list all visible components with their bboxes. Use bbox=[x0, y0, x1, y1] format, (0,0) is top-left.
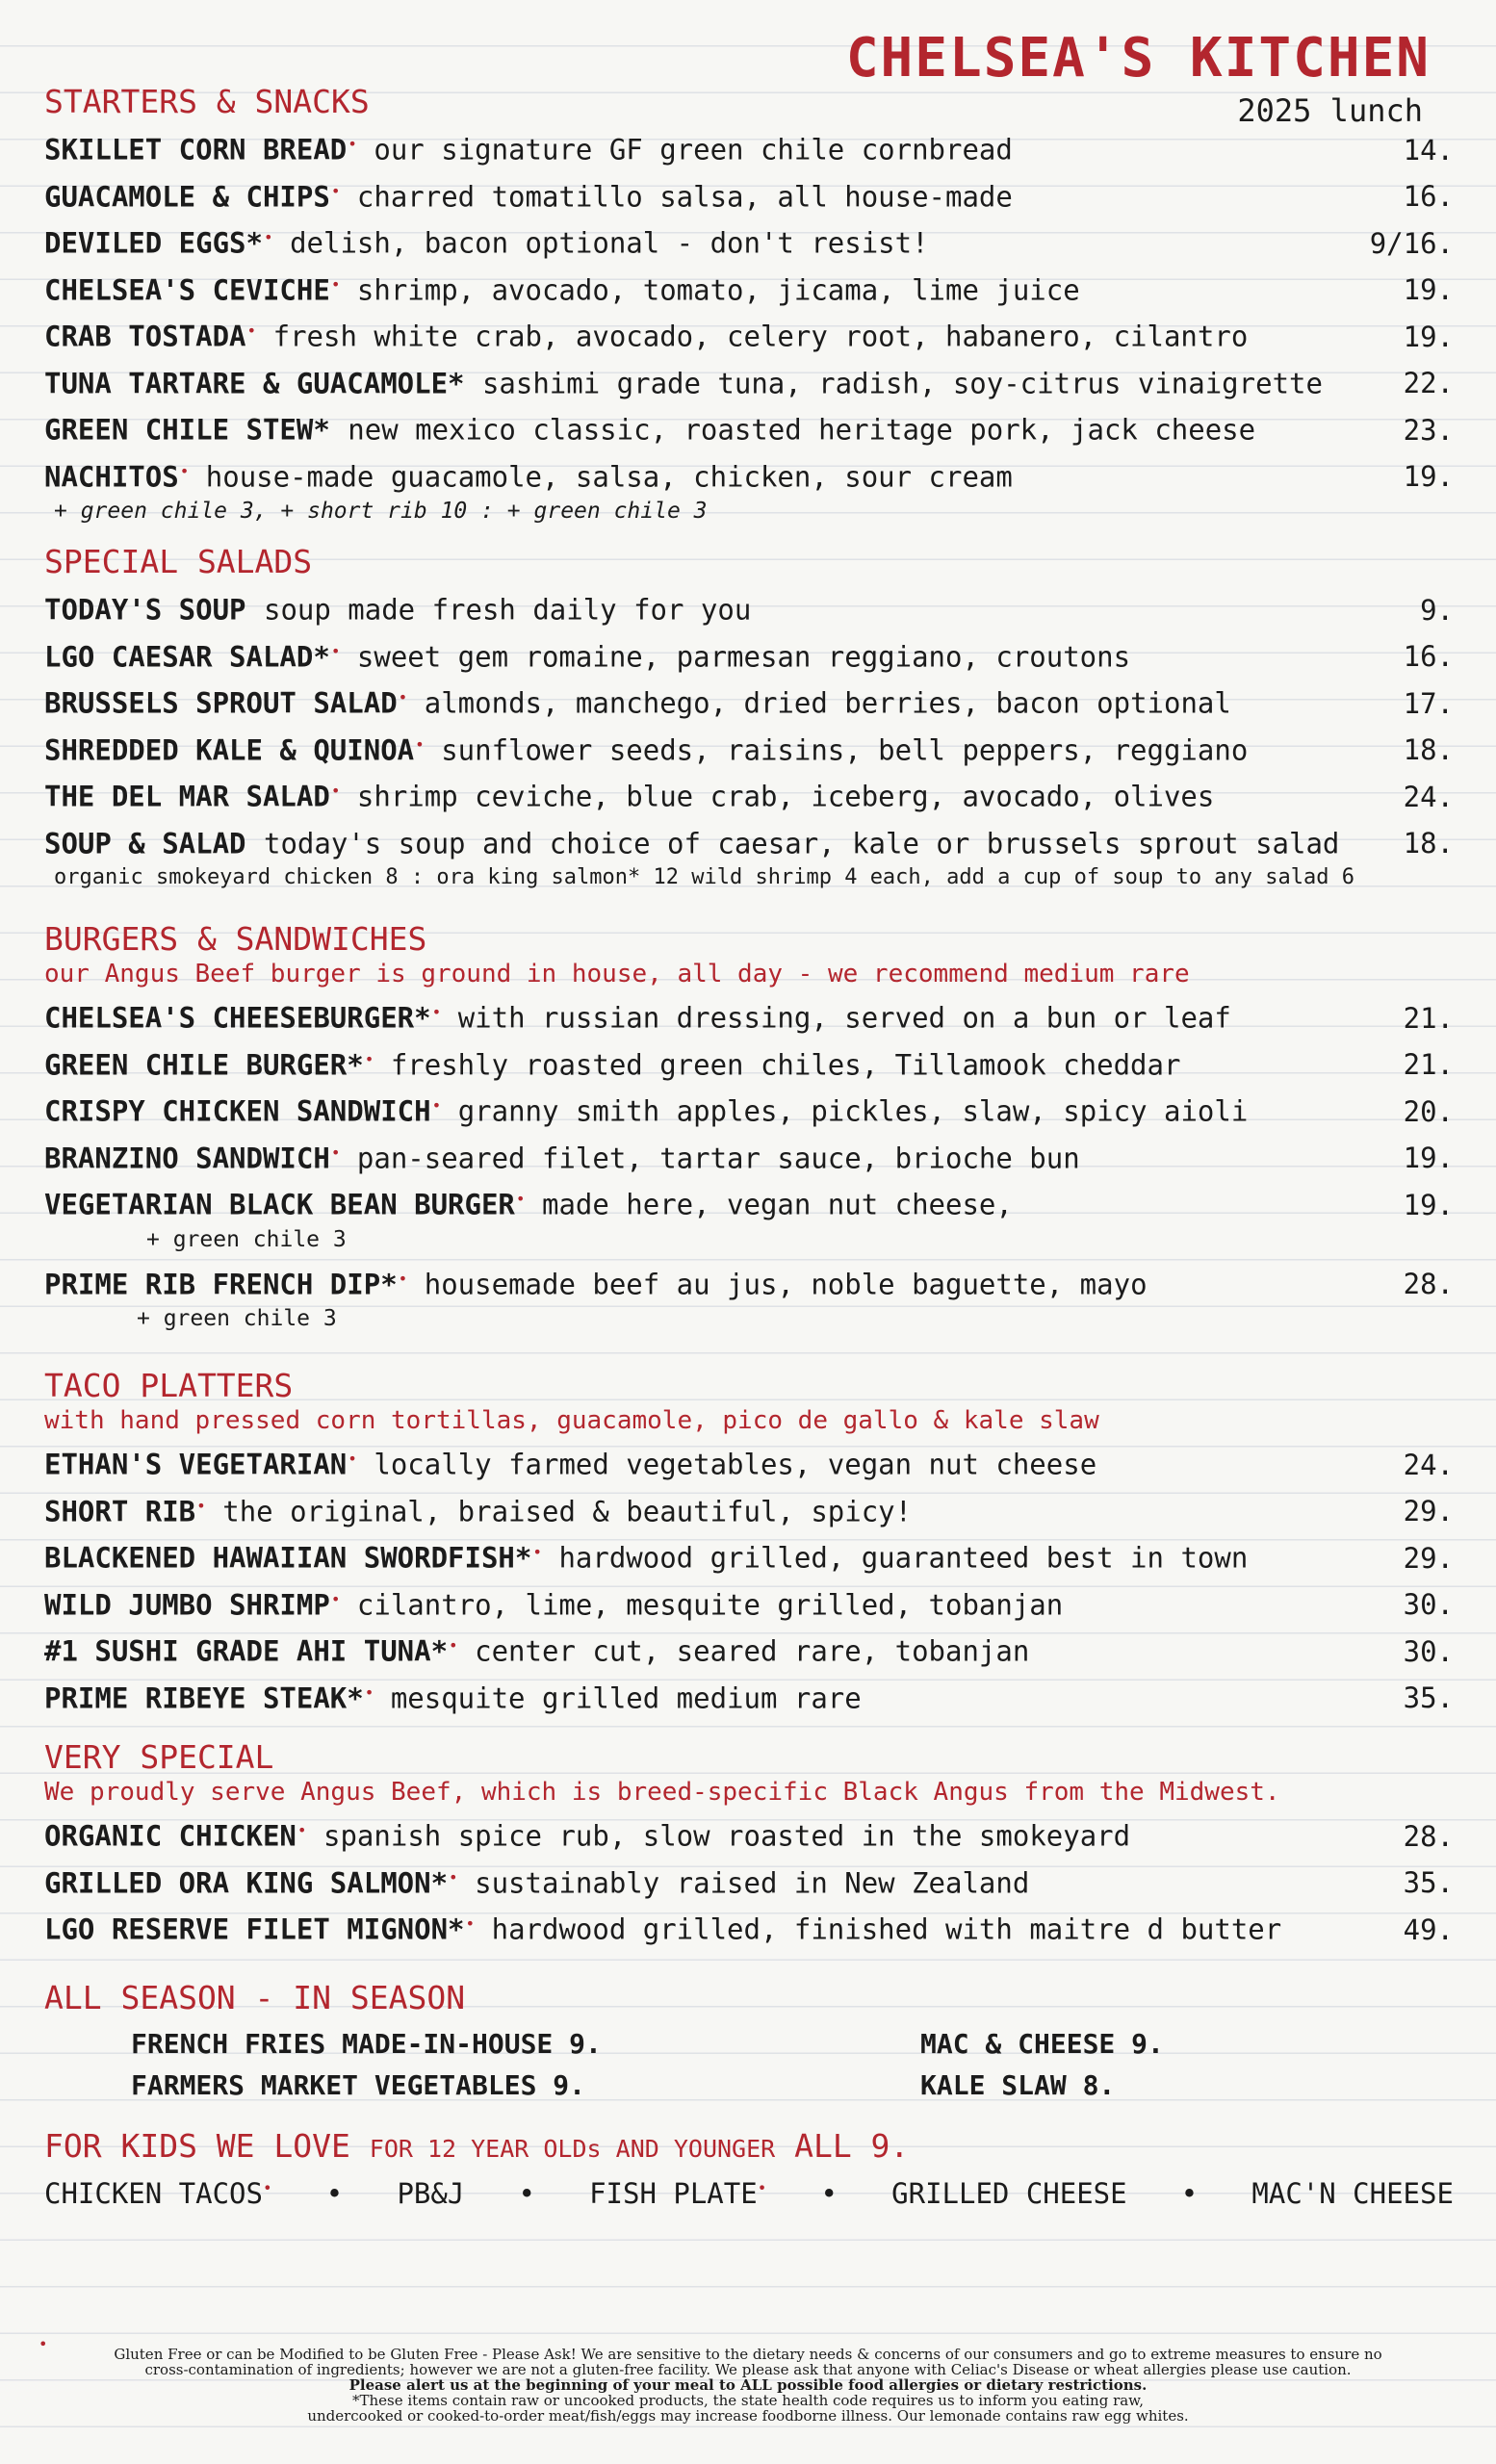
gluten-free-mark: • bbox=[465, 1914, 476, 1933]
menu-item bbox=[44, 121, 1454, 168]
menu-item-name: GUACAMOLE & CHIPS bbox=[44, 180, 330, 214]
footer-line: undercooked or cooked-to-order meat/fish/eggs may increase foodborne illness. Our lemonade contains raw egg whites. bbox=[307, 2407, 1189, 2425]
gluten-free-mark: • bbox=[330, 181, 341, 200]
menu-item-text bbox=[44, 675, 1231, 727]
separator-dot: • bbox=[820, 2177, 838, 2210]
menu-item-description: pan-seared filet, tartar sauce, brioche bun bbox=[356, 1142, 1080, 1175]
menu-item-description: mesquite grilled medium rare bbox=[390, 1681, 862, 1715]
menu-list bbox=[44, 121, 1454, 495]
menu-item-description: new mexico classic, roasted heritage pork, jack cheese bbox=[348, 413, 1256, 447]
section-heading: SPECIAL SALADS bbox=[44, 543, 313, 580]
menu-item-price: 35. bbox=[1403, 1866, 1454, 1900]
menu-item-price: 28. bbox=[1403, 1819, 1454, 1853]
menu-item-name: WILD JUMBO SHRIMP bbox=[44, 1588, 330, 1622]
menu-item bbox=[44, 168, 1454, 216]
menu-item-price: 18. bbox=[1403, 733, 1454, 767]
menu-item bbox=[44, 1037, 1454, 1084]
menu-item-name: VEGETARIAN BLACK BEAN BURGER bbox=[44, 1188, 515, 1221]
menu-item-description: locally farmed vegetables, vegan nut cheese bbox=[374, 1448, 1097, 1481]
menu-item-description: spanish spice rub, slow roasted in the smokeyard bbox=[323, 1819, 1131, 1853]
gluten-free-mark: • bbox=[364, 1682, 374, 1702]
footer-disclaimer bbox=[39, 2335, 1457, 2425]
menu-item-text bbox=[44, 1577, 1063, 1629]
section-sides bbox=[44, 1979, 1454, 2017]
menu-item bbox=[44, 1623, 1454, 1670]
menu-item bbox=[44, 1855, 1454, 1902]
menu-item bbox=[44, 308, 1454, 355]
menu-item-text bbox=[44, 629, 1130, 680]
kids-item: MAC'N CHEESE bbox=[1251, 2177, 1454, 2210]
side-item: FARMERS MARKET VEGETABLES 9. bbox=[131, 2069, 586, 2101]
menu-item-text bbox=[44, 1808, 1130, 1860]
separator-dot: • bbox=[325, 2177, 344, 2210]
gluten-free-mark: • bbox=[364, 1049, 374, 1068]
menu-item-text bbox=[44, 1670, 862, 1722]
menu-item-name: ETHAN'S VEGETARIAN bbox=[44, 1448, 348, 1481]
menu-item-price: 29. bbox=[1403, 1495, 1454, 1528]
gluten-free-mark: • bbox=[348, 135, 357, 153]
menu-item bbox=[44, 1130, 1454, 1177]
gluten-free-mark: • bbox=[415, 734, 425, 754]
menu-item-text bbox=[44, 262, 1080, 314]
section-very-special bbox=[44, 1738, 1454, 1948]
separator-dot: • bbox=[518, 2177, 535, 2210]
menu-item-price: 19. bbox=[1403, 273, 1454, 307]
gluten-free-mark: • bbox=[348, 1450, 357, 1468]
menu-item-name: SKILLET CORN BREAD bbox=[44, 133, 348, 167]
menu-item-price: 19. bbox=[1403, 320, 1454, 353]
menu-item-description: sustainably raised in New Zealand bbox=[475, 1866, 1030, 1900]
menu-item bbox=[44, 401, 1454, 449]
menu-item-name: GREEN CHILE STEW* bbox=[44, 413, 330, 447]
menu-item-description: charred tomatillo salsa, all house-made bbox=[356, 180, 1013, 214]
menu-item-text bbox=[44, 449, 1013, 500]
menu-item-price: 9. bbox=[1420, 593, 1454, 627]
gluten-free-mark: • bbox=[330, 641, 341, 660]
menu-item-name: PRIME RIB FRENCH DIP* bbox=[44, 1268, 398, 1301]
gluten-free-mark: • bbox=[431, 1003, 442, 1021]
kids-heading-age: FOR 12 YEAR OLDs AND YOUNGER bbox=[369, 2135, 776, 2163]
menu-item-name: SHORT RIB bbox=[44, 1495, 196, 1528]
menu-item bbox=[44, 581, 1454, 629]
menu-list bbox=[44, 1808, 1454, 1948]
menu-item-name: DEVILED EGGS* bbox=[44, 226, 263, 260]
menu-item-description: cilantro, lime, mesquite grilled, tobanjan bbox=[356, 1588, 1064, 1622]
menu-item-price: 21. bbox=[1403, 1001, 1454, 1035]
footer-line: cross-contamination of ingredients; however we are not a gluten-free facility. We please ask that anyone with Celiac's Disease or wheat allergies please use caution. bbox=[144, 2361, 1352, 2378]
gluten-free-mark: • bbox=[196, 1496, 206, 1515]
menu-item-description: with russian dressing, served on a bun or leaf bbox=[457, 1001, 1231, 1035]
menu-item-price: 17. bbox=[1403, 686, 1454, 720]
menu-item-description: sunflower seeds, raisins, bell peppers, reggiano bbox=[441, 733, 1249, 767]
menu-item-description: sweet gem romaine, parmesan reggiano, croutons bbox=[356, 640, 1131, 674]
menu-item bbox=[44, 989, 1454, 1037]
gluten-free-mark: • bbox=[263, 228, 273, 246]
kids-item: CHICKEN TACOS• bbox=[44, 2177, 272, 2210]
kids-item: GRILLED CHEESE bbox=[891, 2177, 1127, 2210]
menu-item-name: NACHITOS bbox=[44, 460, 179, 494]
menu-item-name: GREEN CHILE BURGER* bbox=[44, 1048, 364, 1082]
menu-item-text bbox=[44, 1130, 1080, 1182]
gluten-free-mark: • bbox=[39, 2335, 48, 2353]
menu-item-price: 16. bbox=[1403, 180, 1454, 214]
menu-item-description: made here, vegan nut cheese, bbox=[541, 1188, 1013, 1221]
menu-item-name: CRAB TOSTADA bbox=[44, 320, 246, 353]
menu-item-text bbox=[44, 581, 751, 633]
menu-item-price: 30. bbox=[1403, 1634, 1454, 1668]
menu-item-description: fresh white crab, avocado, celery root, habanero, cilantro bbox=[272, 320, 1249, 353]
gluten-free-mark: • bbox=[330, 274, 341, 294]
menu-list bbox=[44, 1436, 1454, 1716]
menu-item bbox=[44, 1670, 1454, 1717]
menu-item bbox=[44, 722, 1454, 769]
menu-item bbox=[44, 1256, 1454, 1303]
menu-item-name: GRILLED ORA KING SALMON* bbox=[44, 1866, 449, 1900]
menu-item-text bbox=[44, 355, 1323, 407]
add-on-note: + green chile 3 bbox=[146, 1226, 347, 1252]
menu-subtitle: 2025 lunch bbox=[1237, 92, 1423, 129]
menu-item-text bbox=[44, 401, 1255, 453]
menu-item-text bbox=[44, 1436, 1096, 1488]
section-heading: TACO PLATTERS bbox=[44, 1367, 294, 1404]
menu-item-price: 20. bbox=[1403, 1094, 1454, 1128]
section-subheading: our Angus Beef burger is ground in house, all day - we recommend medium rare bbox=[44, 960, 1190, 988]
menu-item-price: 28. bbox=[1403, 1268, 1454, 1301]
menu-item bbox=[44, 675, 1454, 722]
menu-item-text bbox=[44, 1483, 912, 1535]
menu-item-text bbox=[44, 168, 1013, 220]
menu-item-description: today's soup and choice of caesar, kale or brussels sprout salad bbox=[263, 827, 1340, 860]
section-starters bbox=[44, 83, 1454, 527]
menu-item-text bbox=[44, 1855, 1029, 1907]
menu-item-name: CHELSEA'S CEVICHE bbox=[44, 273, 330, 307]
footer-line: *These items contain raw or uncooked products, the state health code requires us to inform you eating raw, bbox=[351, 2392, 1145, 2409]
menu-item-price: 9/16. bbox=[1369, 226, 1454, 260]
menu-item-price: 21. bbox=[1403, 1048, 1454, 1082]
kids-list bbox=[44, 2177, 1454, 2210]
menu-item-name: BRUSSELS SPROUT SALAD bbox=[44, 686, 398, 720]
section-salads bbox=[44, 543, 1454, 894]
side-item: FRENCH FRIES MADE-IN-HOUSE 9. bbox=[131, 2028, 602, 2060]
menu-item-text bbox=[44, 722, 1248, 774]
menu-item-description: granny smith apples, pickles, slaw, spicy aioli bbox=[457, 1094, 1249, 1128]
menu-item-price: 19. bbox=[1403, 1142, 1454, 1175]
menu-item-text bbox=[44, 815, 1339, 867]
menu-item-price: 30. bbox=[1403, 1588, 1454, 1622]
menu-item-text bbox=[44, 1256, 1148, 1308]
menu-item bbox=[44, 1577, 1454, 1624]
footer-line: Gluten Free or can be Modified to be Gluten Free - Please Ask! We are sensitive to the dietary needs & concerns of our consumers and go to extreme measures to ensure no bbox=[114, 2346, 1382, 2363]
section-tacos bbox=[44, 1367, 1454, 1716]
menu-item-name: LGO RESERVE FILET MIGNON* bbox=[44, 1912, 465, 1946]
gluten-free-mark: • bbox=[179, 461, 190, 480]
menu-item bbox=[44, 1483, 1454, 1530]
gluten-free-mark: • bbox=[246, 321, 257, 340]
gluten-free-mark: • bbox=[297, 1821, 307, 1839]
menu-item-description: almonds, manchego, dried berries, bacon optional bbox=[424, 686, 1231, 720]
menu-item bbox=[44, 449, 1454, 496]
section-heading: ALL SEASON - IN SEASON bbox=[44, 1979, 466, 2016]
menu-item bbox=[44, 629, 1454, 676]
menu-item bbox=[44, 1901, 1454, 1948]
menu-item-description: hardwood grilled, guaranteed best in town bbox=[558, 1541, 1249, 1575]
gluten-free-mark: • bbox=[330, 1589, 341, 1608]
gluten-free-mark: • bbox=[398, 688, 408, 706]
kids-heading-title: FOR KIDS WE LOVE bbox=[44, 2127, 350, 2165]
menu-item-text bbox=[44, 308, 1248, 360]
add-on-note: + green chile 3 bbox=[137, 1306, 337, 1331]
menu-item bbox=[44, 1529, 1454, 1577]
menu-item-text bbox=[44, 121, 1013, 173]
menu-item-price: 19. bbox=[1403, 460, 1454, 494]
menu-item-text bbox=[44, 1901, 1281, 1953]
menu-item bbox=[44, 768, 1454, 815]
menu-item-name: #1 SUSHI GRADE AHI TUNA* bbox=[44, 1634, 449, 1668]
menu-item-description: house-made guacamole, salsa, chicken, sour cream bbox=[205, 460, 1013, 494]
restaurant-title: CHELSEA'S KITCHEN bbox=[845, 27, 1431, 90]
gluten-free-mark: • bbox=[330, 782, 341, 800]
menu-item-name: LGO CAESAR SALAD* bbox=[44, 640, 330, 674]
menu-item-name: CRISPY CHICKEN SANDWICH bbox=[44, 1094, 431, 1128]
menu-item-text bbox=[44, 1176, 1013, 1228]
menu-item-name: PRIME RIBEYE STEAK* bbox=[44, 1681, 364, 1715]
separator-dot: • bbox=[1180, 2177, 1199, 2210]
section-subheading: We proudly serve Angus Beef, which is breed-specific Black Angus from the Midwest. bbox=[44, 1778, 1280, 1807]
kids-item: PB&J bbox=[397, 2177, 465, 2210]
menu-item-description: center cut, seared rare, tobanjan bbox=[475, 1634, 1030, 1668]
menu-item-name: THE DEL MAR SALAD bbox=[44, 780, 330, 813]
menu-item-text bbox=[44, 989, 1231, 1041]
menu-item-price: 49. bbox=[1403, 1912, 1454, 1946]
menu-list bbox=[44, 1256, 1454, 1303]
menu-item-price: 23. bbox=[1403, 413, 1454, 447]
sides-list bbox=[131, 2023, 1190, 2106]
menu-item-price: 16. bbox=[1403, 640, 1454, 674]
menu-item-name: TODAY'S SOUP bbox=[44, 593, 246, 627]
kids-item: FISH PLATE• bbox=[589, 2177, 767, 2210]
menu-item-description: sashimi grade tuna, radish, soy-citrus vinaigrette bbox=[481, 367, 1323, 400]
gluten-free-mark: • bbox=[398, 1269, 408, 1288]
section-subheading: with hand pressed corn tortillas, guacamole, pico de gallo & kale slaw bbox=[44, 1406, 1099, 1435]
footer-line: Please alert us at the beginning of your meal to ALL possible food allergies or dietary restrictions. bbox=[348, 2376, 1148, 2394]
menu-item-price: 22. bbox=[1403, 367, 1454, 400]
gluten-free-mark: • bbox=[515, 1190, 526, 1208]
menu-item-text bbox=[44, 215, 929, 267]
menu-item-description: delish, bacon optional - don't resist! bbox=[290, 226, 929, 260]
menu-item-price: 19. bbox=[1403, 1188, 1454, 1221]
menu-item-description: the original, braised & beautiful, spicy! bbox=[222, 1495, 913, 1528]
menu-item-name: BLACKENED HAWAIIAN SWORDFISH* bbox=[44, 1541, 532, 1575]
menu-item-name: CHELSEA'S CHEESEBURGER* bbox=[44, 1001, 431, 1035]
menu-item-text bbox=[44, 1623, 1029, 1675]
gluten-free-mark: • bbox=[431, 1096, 442, 1115]
menu-item bbox=[44, 1436, 1454, 1483]
gluten-free-mark: • bbox=[449, 1636, 458, 1655]
section-heading: STARTERS & SNACKS bbox=[44, 83, 370, 120]
side-item: MAC & CHEESE 9. bbox=[920, 2028, 1164, 2060]
menu-item-price: 29. bbox=[1403, 1541, 1454, 1575]
section-heading: BURGERS & SANDWICHES bbox=[44, 920, 427, 958]
menu-item-text bbox=[44, 1529, 1248, 1581]
menu-item-description: shrimp ceviche, blue crab, iceberg, avocado, olives bbox=[356, 780, 1215, 813]
menu-item-description: housemade beef au jus, noble baguette, mayo bbox=[424, 1268, 1148, 1301]
kids-heading bbox=[44, 2127, 909, 2165]
menu-item-name: TUNA TARTARE & GUACAMOLE* bbox=[44, 367, 465, 400]
menu-item-description: shrimp, avocado, tomato, jicama, lime juice bbox=[356, 273, 1080, 307]
gluten-free-mark: • bbox=[532, 1543, 542, 1561]
menu-item-price: 24. bbox=[1403, 780, 1454, 813]
menu-list bbox=[44, 581, 1454, 861]
menu-item bbox=[44, 1083, 1454, 1130]
menu-item-text bbox=[44, 1083, 1248, 1135]
menu-item-name: SOUP & SALAD bbox=[44, 827, 246, 860]
menu-list bbox=[44, 989, 1454, 1223]
menu-item bbox=[44, 355, 1454, 402]
menu-item-description: our signature GF green chile cornbread bbox=[374, 133, 1013, 167]
gluten-free-mark: • bbox=[330, 1142, 341, 1162]
menu-item-text bbox=[44, 1037, 1180, 1089]
menu-item bbox=[44, 215, 1454, 262]
menu-item bbox=[44, 1808, 1454, 1855]
menu-item-price: 35. bbox=[1403, 1681, 1454, 1715]
menu-item-description: freshly roasted green chiles, Tillamook cheddar bbox=[390, 1048, 1181, 1082]
menu-item-description: soup made fresh daily for you bbox=[263, 593, 752, 627]
menu-item bbox=[44, 262, 1454, 309]
menu-item-name: ORGANIC CHICKEN bbox=[44, 1819, 297, 1853]
menu-item-price: 18. bbox=[1403, 827, 1454, 860]
section-heading: VERY SPECIAL bbox=[44, 1738, 274, 1776]
menu-item-text bbox=[44, 768, 1214, 820]
side-item: KALE SLAW 8. bbox=[920, 2069, 1116, 2101]
add-on-note: + green chile 3, + short rib 10 : + green chile 3 bbox=[54, 499, 708, 524]
kids-heading-price: ALL 9. bbox=[794, 2127, 910, 2165]
menu-item-price: 24. bbox=[1403, 1448, 1454, 1481]
menu-item bbox=[44, 1176, 1454, 1223]
section-burgers bbox=[44, 920, 1454, 1335]
menu-item-name: SHREDDED KALE & QUINOA bbox=[44, 733, 415, 767]
gluten-free-mark: • bbox=[449, 1867, 458, 1886]
add-on-note: organic smokeyard chicken 8 : ora king salmon* 12 wild shrimp 4 each, add a cup of soup to any salad 6 bbox=[54, 865, 1355, 889]
menu-item-name: BRANZINO SANDWICH bbox=[44, 1142, 330, 1175]
menu-item-description: hardwood grilled, finished with maitre d butter bbox=[491, 1912, 1282, 1946]
menu-item-price: 14. bbox=[1403, 133, 1454, 167]
menu-item bbox=[44, 815, 1454, 862]
